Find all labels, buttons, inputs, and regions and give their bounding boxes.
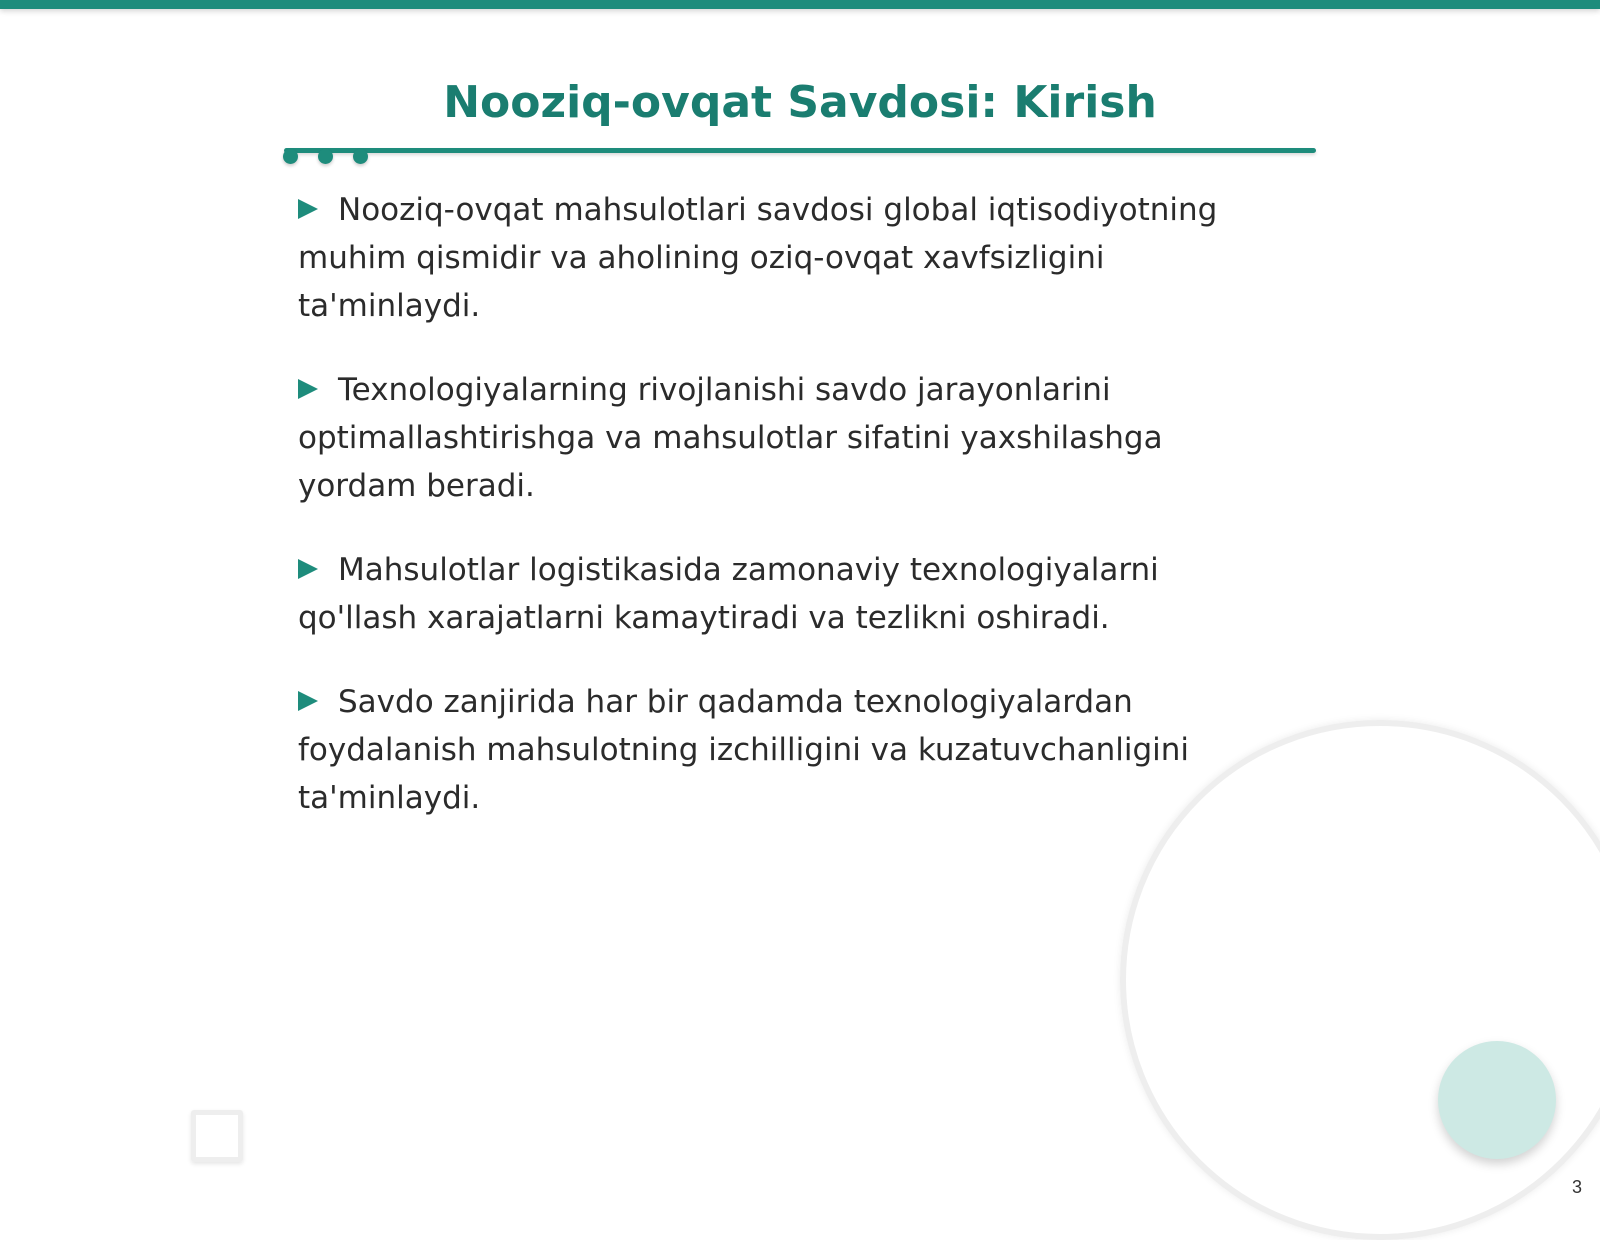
slide-title: Nooziq-ovqat Savdosi: Kirish	[443, 77, 1157, 128]
bullet-text: Texnologiyalarning rivojlanishi savdo jarayonlarini optimallashtirishga va mahsulotlar sifatini yaxshilashga yordam beradi.	[298, 372, 1163, 504]
title-underline	[284, 148, 1316, 153]
triangle-bullet-icon	[298, 199, 318, 219]
bullet-text: Nooziq-ovqat mahsulotlari savdosi global iqtisodiyotning muhim qismidir va aholining oziq-ovqat xavfsizligini ta'minlaydi.	[298, 192, 1218, 324]
triangle-bullet-icon	[298, 691, 318, 711]
triangle-bullet-icon	[298, 559, 318, 579]
page-number: 3	[1571, 1177, 1582, 1197]
bullet-item	[298, 186, 1278, 330]
underline-dot-icon	[318, 149, 333, 164]
bullet-list	[298, 186, 1278, 858]
decorative-circle	[1438, 1041, 1556, 1159]
underline-dot-icon	[353, 149, 368, 164]
decorative-square	[191, 1110, 243, 1162]
underline-dot-icon	[283, 149, 298, 164]
bullet-item	[298, 366, 1278, 510]
bullet-text: Savdo zanjirida har bir qadamda texnologiyalardan foydalanish mahsulotning izchilligini va kuzatuvchanligini ta'minlaydi.	[298, 684, 1190, 816]
bullet-item	[298, 678, 1278, 822]
triangle-bullet-icon	[298, 379, 318, 399]
bullet-text: Mahsulotlar logistikasida zamonaviy texnologiyalarni qo'llash xarajatlarni kamaytiradi va tezlikni oshiradi.	[298, 552, 1159, 636]
top-accent-bar	[0, 0, 1600, 9]
bullet-item	[298, 546, 1278, 642]
